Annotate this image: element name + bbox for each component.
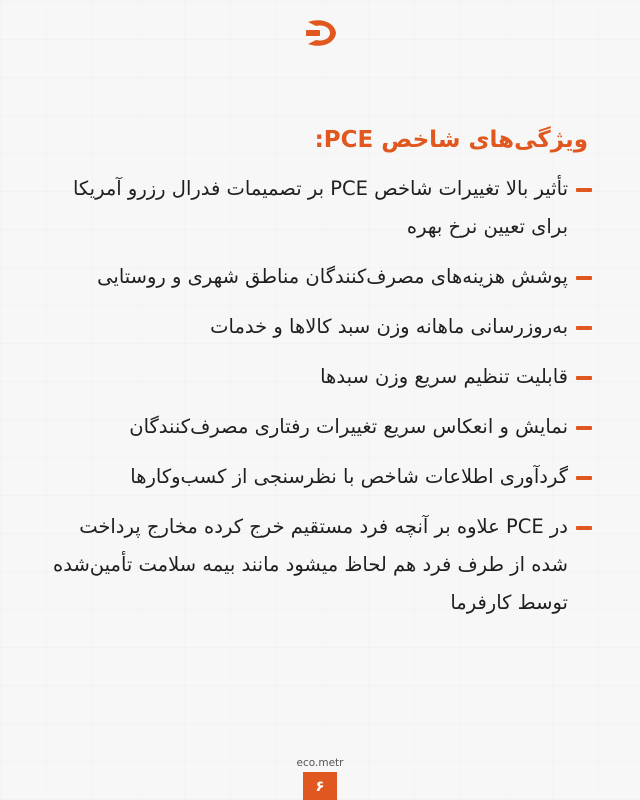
dash-bullet-icon	[576, 526, 592, 530]
list-item-text: به‌روزرسانی ماهانه وزن سبد کالاها و خدمات	[210, 315, 568, 338]
dash-bullet-icon	[576, 276, 592, 280]
list-item	[48, 308, 592, 346]
dash-bullet-icon	[576, 376, 592, 380]
list-item	[48, 408, 592, 446]
page-title: ویژگی‌های شاخص PCE:	[314, 127, 588, 153]
list-item-text: گردآوری اطلاعات شاخص با نظرسنجی از کسب‌وکارها	[130, 465, 568, 488]
brand-mark-icon	[302, 18, 338, 48]
list-item	[48, 458, 592, 496]
list-item-text: در PCE علاوه بر آنچه فرد مستقیم خرج کرده مخارج پرداخت شده از طرف فرد هم لحاظ میشود مانند بیمه سلامت تأمین‌شده توسط کارفرما	[53, 515, 568, 614]
dash-bullet-icon	[576, 426, 592, 430]
list-item-text: نمایش و انعکاس سریع تغییرات رفتاری مصرف‌کنندگان	[129, 415, 568, 438]
list-item	[48, 170, 592, 246]
list-item	[48, 358, 592, 396]
dash-bullet-icon	[576, 326, 592, 330]
list-item	[48, 258, 592, 296]
dash-bullet-icon	[576, 188, 592, 192]
footer-domain: eco.metr	[296, 757, 344, 769]
dash-bullet-icon	[576, 476, 592, 480]
list-item-text: تأثیر بالا تغییرات شاخص PCE بر تصمیمات فدرال رزرو آمریکا برای تعیین نرخ بهره	[72, 177, 568, 238]
page-number-badge: ۶	[303, 772, 337, 800]
list-item	[48, 508, 592, 622]
list-item-text: پوشش هزینه‌های مصرف‌کنندگان مناطق شهری و روستایی	[97, 265, 568, 288]
list-item-text: قابلیت تنظیم سریع وزن سبدها	[320, 365, 568, 388]
feature-list	[48, 170, 592, 634]
